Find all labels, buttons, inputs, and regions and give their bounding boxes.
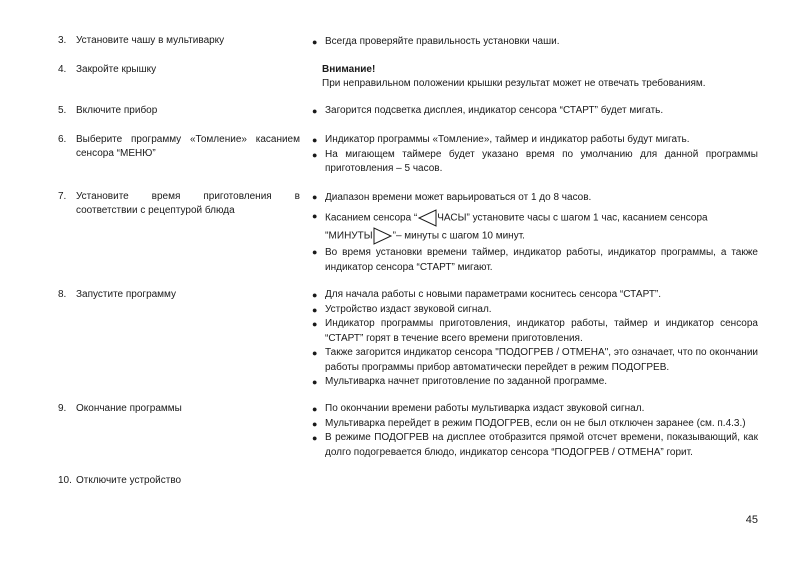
notes-step-5 — [312, 104, 758, 119]
bullet-icon: ● — [312, 149, 318, 160]
list-item: ● На мигающем таймере будет указано время по умолчанию для данной программы приготовления – 5 часов. — [312, 148, 758, 174]
list-item: ● Устройство издаст звуковой сигнал. — [312, 303, 758, 318]
list-item: ● Всегда проверяйте правильность установки чаши. — [312, 35, 758, 50]
list-item: ● Во время установки времени таймер, индикатор работы, индикатор программы, а также индикатор сенсора “СТАРТ” мигают. — [312, 247, 758, 273]
list-item: ● Мультиварка начнет приготовление по заданной программе. — [312, 375, 758, 390]
bullet-icon: ● — [312, 404, 318, 414]
step-5: 5. Включите прибор — [58, 105, 158, 116]
step-10: 10. Отключите устройство — [58, 475, 182, 486]
notes-step-6 — [312, 133, 758, 177]
bullet-icon: ● — [312, 418, 318, 429]
list-item: ● Касанием сенсора “ ЧАСЫ” установите часы с шагом 1 час, касанием сенсора "МИНУТЫ ”– минуты с шагом 10 минут. — [312, 209, 758, 245]
step-6: 6. Выберите программу «Томление» касанием сенсора “МЕНЮ” — [58, 134, 300, 159]
list-item: ● Мультиварка перейдет в режим ПОДОГРЕВ, если он не был отключен заранее (см. п.4.3.) — [312, 417, 758, 432]
bullet-icon: ● — [312, 192, 318, 202]
list-item: ● Также загорится индикатор сенсора "ПОДОГРЕВ / ОТМЕНА", это означает, что по окончании работы программы прибор автоматически перейдет в режим ПОДОГРЕВ. — [312, 347, 758, 373]
bullet-icon: ● — [312, 290, 318, 300]
minutes-arrow-icon — [373, 227, 393, 245]
list-item: ● По окончании времени работы мультиварка издаст звуковой сигнал. — [312, 402, 758, 417]
notes-step-8 — [312, 288, 758, 390]
bullet-icon: ● — [312, 319, 318, 329]
step-8: 8. Запустите программу — [58, 289, 177, 300]
list-item: ● В режиме ПОДОГРЕВ на дисплее отобразится прямой отсчет времени, показывающий, как долго подогревается блюдо, индикатор сенсора “ПОДОГРЕВ / ОТМЕНА” горит. — [312, 432, 758, 458]
warning-note — [322, 63, 752, 91]
list-item: ● Диапазон времени может варьироваться от 1 до 8 часов. — [312, 192, 592, 203]
bullet-icon: ● — [312, 304, 318, 315]
bullet-icon: ● — [312, 135, 318, 145]
hours-arrow-icon — [417, 209, 437, 227]
bullet-icon: ● — [312, 247, 318, 257]
bullet-icon: ● — [312, 106, 318, 116]
list-item: ● Загорится подсветка дисплея, индикатор сенсора “СТАРТ” будет мигать. — [312, 104, 758, 119]
list-item: ● Индикатор программы «Томление», таймер и индикатор работы будут мигать. — [312, 133, 758, 148]
warning-text: При неправильном положении крышки результат может не отвечать требованиям. — [322, 78, 706, 89]
notes-step-9 — [312, 402, 758, 460]
notes-step-3 — [312, 35, 758, 50]
bullet-icon: ● — [312, 377, 318, 387]
step-3: 3. Установите чашу в мультиварку — [58, 35, 225, 46]
bullet-icon: ● — [312, 37, 318, 47]
list-item: ● Индикатор программы приготовления, индикатор работы, таймер и индикатор сенсора “СТАРТ” горят в течение всего времени приготовления. — [312, 318, 758, 344]
bullet-icon: ● — [312, 211, 318, 221]
step-4: 4. Закройте крышку — [58, 64, 157, 75]
step-7: 7. Установите время приготовления в соответствии с рецептурой блюда — [58, 191, 300, 216]
step-9: 9. Окончание программы — [58, 403, 182, 414]
page-number: 45 — [745, 514, 758, 526]
warning-heading: Внимание! — [322, 64, 376, 75]
bullet-icon: ● — [312, 348, 318, 358]
notes-step-7 — [312, 190, 758, 275]
list-item: ● Для начала работы с новыми параметрами коснитесь сенсора “СТАРТ”. — [312, 288, 758, 303]
bullet-icon: ● — [312, 433, 318, 443]
